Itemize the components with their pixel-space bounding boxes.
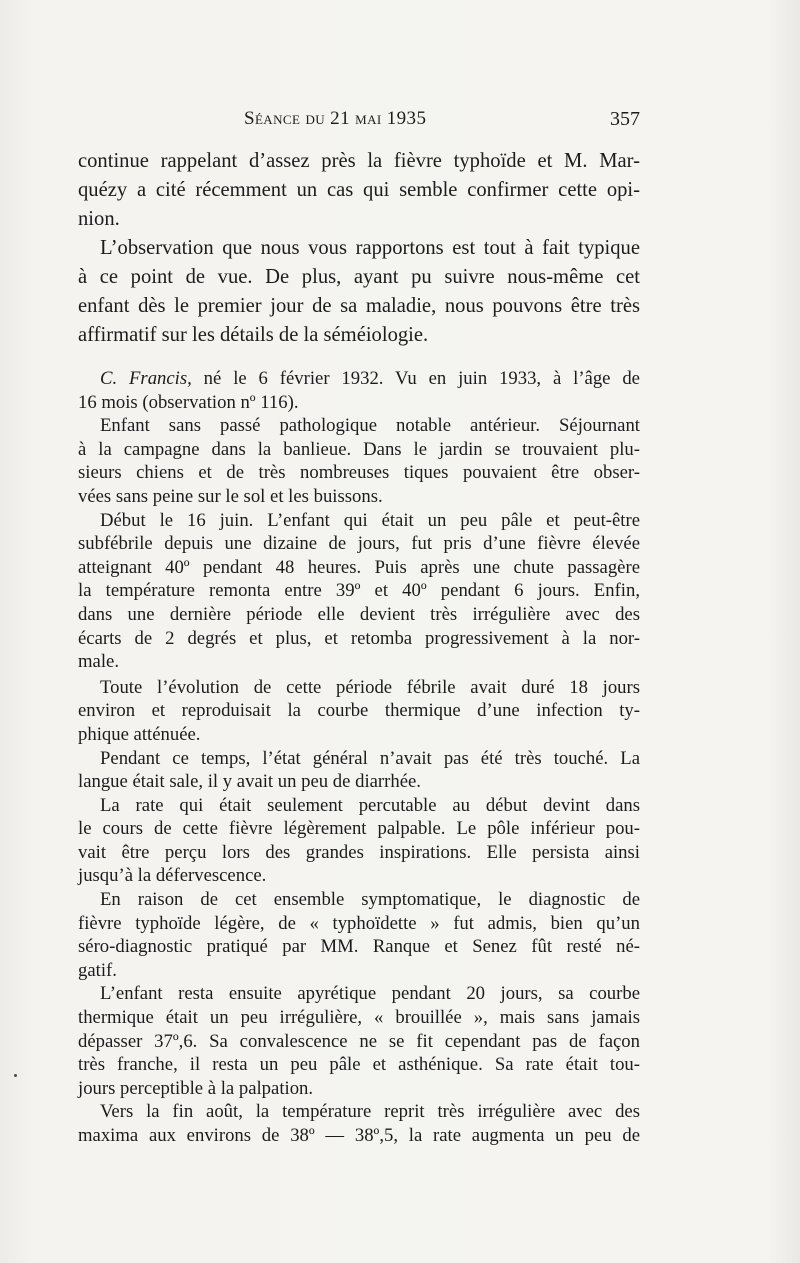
patient-name: C. Francis, [100, 368, 192, 389]
text-line: très franche, il resta un peu pâle et asthénique. Sa rate était tou- [78, 1054, 640, 1076]
text-line: quézy a cité récemment un cas qui semble confirmer cette opi- [78, 179, 640, 201]
text-line: à la campagne dans la banlieue. Dans le jardin se trouvaient plu- [78, 438, 640, 460]
text-line: La rate qui était seulement percutable au début devint dans [100, 794, 640, 816]
text-line: sieurs chiens et de très nombreuses tiques pouvaient être obser- [78, 462, 640, 484]
text-line: fièvre typhoïde légère, de « typhoïdette » fut admis, bien qu’un [78, 912, 640, 934]
first-line-text: né le 6 février 1932. Vu en juin 1933, à l’âge de [191, 368, 640, 389]
text-line: jours perceptible à la palpation. [78, 1077, 314, 1099]
text-line: langue était sale, il y avait un peu de diarrhée. [78, 771, 421, 793]
text-line: Toute l’évolution de cette période fébrile avait duré 18 jours [100, 676, 640, 698]
text-line [78, 367, 640, 391]
header-title: Séance du 21 mai 1935 [244, 108, 427, 129]
intro-paragraphs [78, 147, 640, 350]
page-number: 357 [610, 108, 640, 130]
text-line: environ et reproduisait la courbe thermique d’une infection ty- [78, 700, 640, 722]
text-line: maxima aux environs de 38º — 38º,5, la rate augmenta un peu de [78, 1125, 640, 1146]
text-line: la température remonta entre 39º et 40º pendant 6 jours. Enfin, [78, 580, 640, 602]
text-line: Pendant ce temps, l’état général n’avait pas été très touché. La [100, 747, 640, 769]
text-line: L’observation que nous vous rapportons est tout à fait typique [100, 237, 640, 259]
text-line: séro-diagnostic pratiqué par MM. Ranque et Senez fût resté né- [78, 936, 640, 958]
text-line: thermique était un peu irrégulière, « brouillée », mais sans jamais [78, 1007, 640, 1029]
text-line: Enfant sans passé pathologique notable antérieur. Séjournant [100, 415, 640, 437]
text-line: continue rappelant d’assez près la fièvre typhoïde et M. Mar- [78, 150, 640, 172]
text-line: dans une dernière période elle devient très irrégulière avec des [78, 603, 640, 625]
text-line: atteignant 40º pendant 48 heures. Puis après une chute passagère [78, 556, 640, 578]
text-line: 16 mois (observation nº 116). [78, 391, 299, 413]
text-line: vées sans peine sur le sol et les buissons. [78, 485, 383, 507]
text-line: male. [78, 651, 119, 673]
text-line: gatif. [78, 959, 117, 981]
text-line: En raison de cet ensemble symptomatique, le diagnostic de [100, 889, 640, 911]
text-line: affirmatif sur les détails de la séméiologie. [78, 324, 429, 346]
text-line: L’enfant resta ensuite apyrétique pendant 20 jours, sa courbe [100, 983, 640, 1005]
text-line: écarts de 2 degrés et plus, et retomba progressivement à la nor- [78, 627, 640, 649]
text-line: jusqu’à la défervescence. [78, 865, 267, 887]
text-line: vait être perçu lors des grandes inspirations. Elle persista ainsi [78, 841, 640, 863]
text-line: nion. [78, 208, 120, 230]
text-line: enfant dès le premier jour de sa maladie, nous pouvons être très [78, 295, 640, 317]
margin-speck [14, 1074, 17, 1077]
case-observation [78, 367, 640, 1148]
running-header [78, 108, 640, 138]
text-line: dépasser 37º,6. Sa convalescence ne se fit cependant pas de façon [78, 1030, 640, 1052]
text-line: le cours de cette fièvre légèrement palpable. Le pôle inférieur pou- [78, 818, 640, 840]
text-line: phique atténuée. [78, 723, 201, 745]
text-line: subfébrile depuis une dizaine de jours, fut pris d’une fièvre élevée [78, 533, 640, 555]
text-line: Vers la fin août, la température reprit très irrégulière avec des [100, 1101, 640, 1123]
text-line: à ce point de vue. De plus, ayant pu suivre nous-même cet [78, 266, 640, 288]
text-line: Début le 16 juin. L’enfant qui était un peu pâle et peut-être [100, 509, 640, 531]
